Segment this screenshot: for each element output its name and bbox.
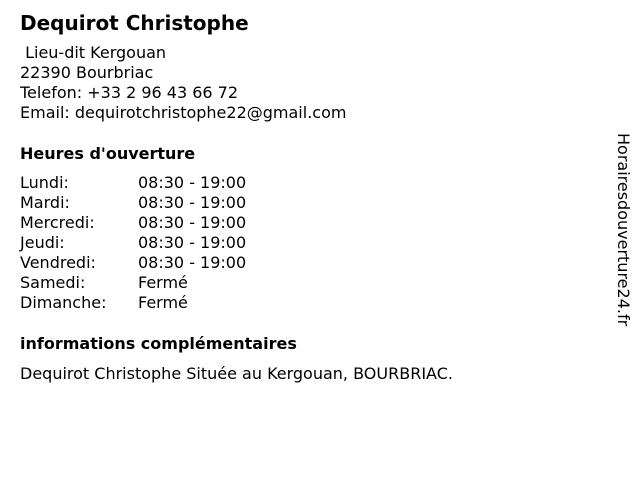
address-line-2: 22390 Bourbriac — [20, 63, 154, 82]
day-label: Dimanche: — [20, 293, 107, 312]
hours-row-wednesday — [20, 213, 246, 233]
hours-row-monday — [20, 173, 246, 193]
address-block — [20, 43, 346, 123]
day-hours: 08:30 - 19:00 — [138, 173, 247, 192]
hours-row-sunday — [20, 293, 246, 313]
day-hours: 08:30 - 19:00 — [138, 213, 247, 232]
email-address: Email: dequirotchristophe22@gmail.com — [20, 103, 347, 122]
hours-row-friday — [20, 253, 246, 273]
day-hours: 08:30 - 19:00 — [138, 253, 247, 272]
day-hours: Fermé — [138, 293, 188, 312]
day-hours: Fermé — [138, 273, 188, 292]
hours-row-saturday — [20, 273, 246, 293]
additional-info-text: Dequirot Christophe Située au Kergouan, BOURBRIAC. — [20, 364, 453, 383]
day-label: Jeudi: — [20, 233, 65, 252]
day-hours: 08:30 - 19:00 — [138, 233, 247, 252]
hours-row-thursday — [20, 233, 246, 253]
opening-hours-heading: Heures d'ouverture — [20, 144, 196, 163]
day-label: Vendredi: — [20, 253, 96, 272]
hours-row-tuesday — [20, 193, 246, 213]
day-label: Samedi: — [20, 273, 86, 292]
site-watermark: Horairesdouverture24.fr — [614, 133, 633, 327]
day-label: Lundi: — [20, 173, 69, 192]
opening-hours-table — [20, 173, 246, 313]
phone-number: Telefon: +33 2 96 43 66 72 — [20, 83, 239, 102]
day-label: Mercredi: — [20, 213, 95, 232]
address-line-1: Lieu-dit Kergouan — [20, 43, 167, 62]
day-label: Mardi: — [20, 193, 70, 212]
additional-info-heading: informations complémentaires — [20, 334, 297, 353]
day-hours: 08:30 - 19:00 — [138, 193, 247, 212]
business-name: Dequirot Christophe — [20, 11, 249, 35]
